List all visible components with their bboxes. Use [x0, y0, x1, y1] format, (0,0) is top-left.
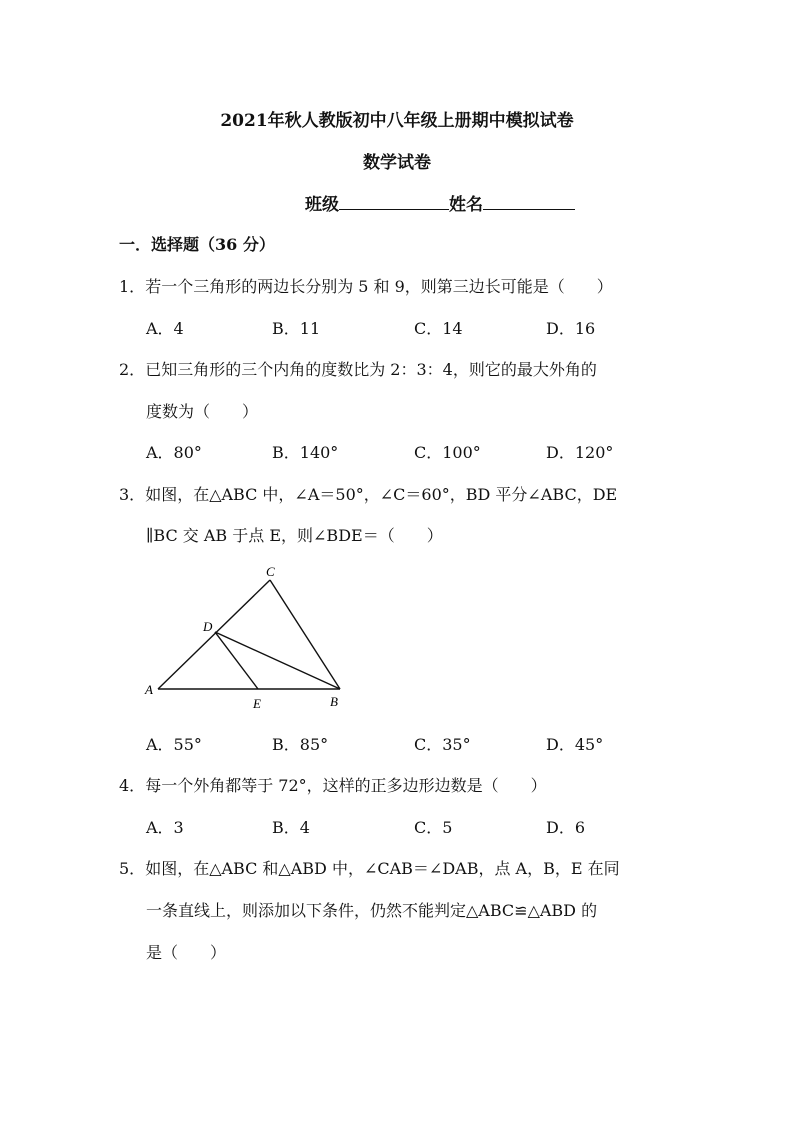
option-d[interactable]: D．6	[546, 818, 586, 837]
question-number: 2．	[119, 360, 146, 379]
option-b[interactable]: B．140°	[272, 443, 339, 462]
question-text-continued: ∥BC 交 AB 于点 E，则∠BDE＝（ ）	[146, 526, 443, 545]
triangle-figure	[140, 562, 360, 714]
option-a[interactable]: A．4	[146, 319, 184, 338]
question-text-continued: 一条直线上，则添加以下条件，仍然不能判定△ABC≌△ABD 的	[146, 901, 598, 920]
option-a[interactable]: A．3	[146, 818, 184, 837]
option-d[interactable]: D．16	[546, 319, 596, 338]
question-text: 已知三角形的三个内角的度数比为 2：3：4，则它的最大外角的	[145, 360, 597, 379]
student-info-line	[305, 190, 575, 215]
option-c[interactable]: C．35°	[414, 735, 471, 754]
name-blank[interactable]	[483, 191, 575, 210]
exam-subtitle: 数学试卷	[363, 153, 431, 173]
question-number: 3．	[119, 485, 146, 504]
option-a[interactable]: A．55°	[146, 735, 202, 754]
option-d[interactable]: D．45°	[546, 735, 604, 754]
option-c[interactable]: C．14	[414, 319, 463, 338]
question-number: 1．	[119, 277, 146, 296]
segment-de	[215, 632, 258, 689]
question-text: 若一个三角形的两边长分别为 5 和 9，则第三边长可能是（ ）	[145, 277, 613, 296]
section-title: 一．选择题（36 分）	[119, 235, 275, 254]
question-2	[119, 357, 597, 380]
option-a[interactable]: A．80°	[146, 443, 202, 462]
question-4	[119, 773, 547, 796]
question-text-continued: 是（ ）	[146, 943, 227, 962]
option-b[interactable]: B．11	[272, 319, 321, 338]
label-e: E	[253, 696, 261, 711]
question-number: 5．	[119, 859, 146, 878]
question-1	[119, 274, 613, 297]
exam-title: 2021年秋人教版初中八年级上册期中模拟试卷	[220, 111, 574, 131]
question-text: 如图，在△ABC 和△ABD 中，∠CAB＝∠DAB，点 A，B，E 在同	[145, 859, 620, 878]
class-blank[interactable]	[339, 191, 449, 210]
option-c[interactable]: C．100°	[414, 443, 481, 462]
segment-ac	[158, 580, 270, 689]
question-5	[119, 856, 620, 879]
option-c[interactable]: C．5	[414, 818, 453, 837]
label-b: B	[330, 694, 338, 709]
class-label: 班级	[305, 195, 339, 215]
option-b[interactable]: B．85°	[272, 735, 329, 754]
question-text: 每一个外角都等于 72°，这样的正多边形边数是（ ）	[145, 776, 547, 795]
name-label: 姓名	[449, 195, 483, 215]
option-d[interactable]: D．120°	[546, 443, 614, 462]
label-a: A	[145, 682, 153, 697]
option-b[interactable]: B．4	[272, 818, 310, 837]
question-3	[119, 482, 617, 505]
question-text: 如图，在△ABC 中，∠A＝50°，∠C＝60°，BD 平分∠ABC，DE	[145, 485, 618, 504]
label-c: C	[266, 564, 275, 579]
question-text-continued: 度数为（ ）	[146, 402, 259, 421]
question-number: 4．	[119, 776, 146, 795]
label-d: D	[203, 619, 213, 634]
